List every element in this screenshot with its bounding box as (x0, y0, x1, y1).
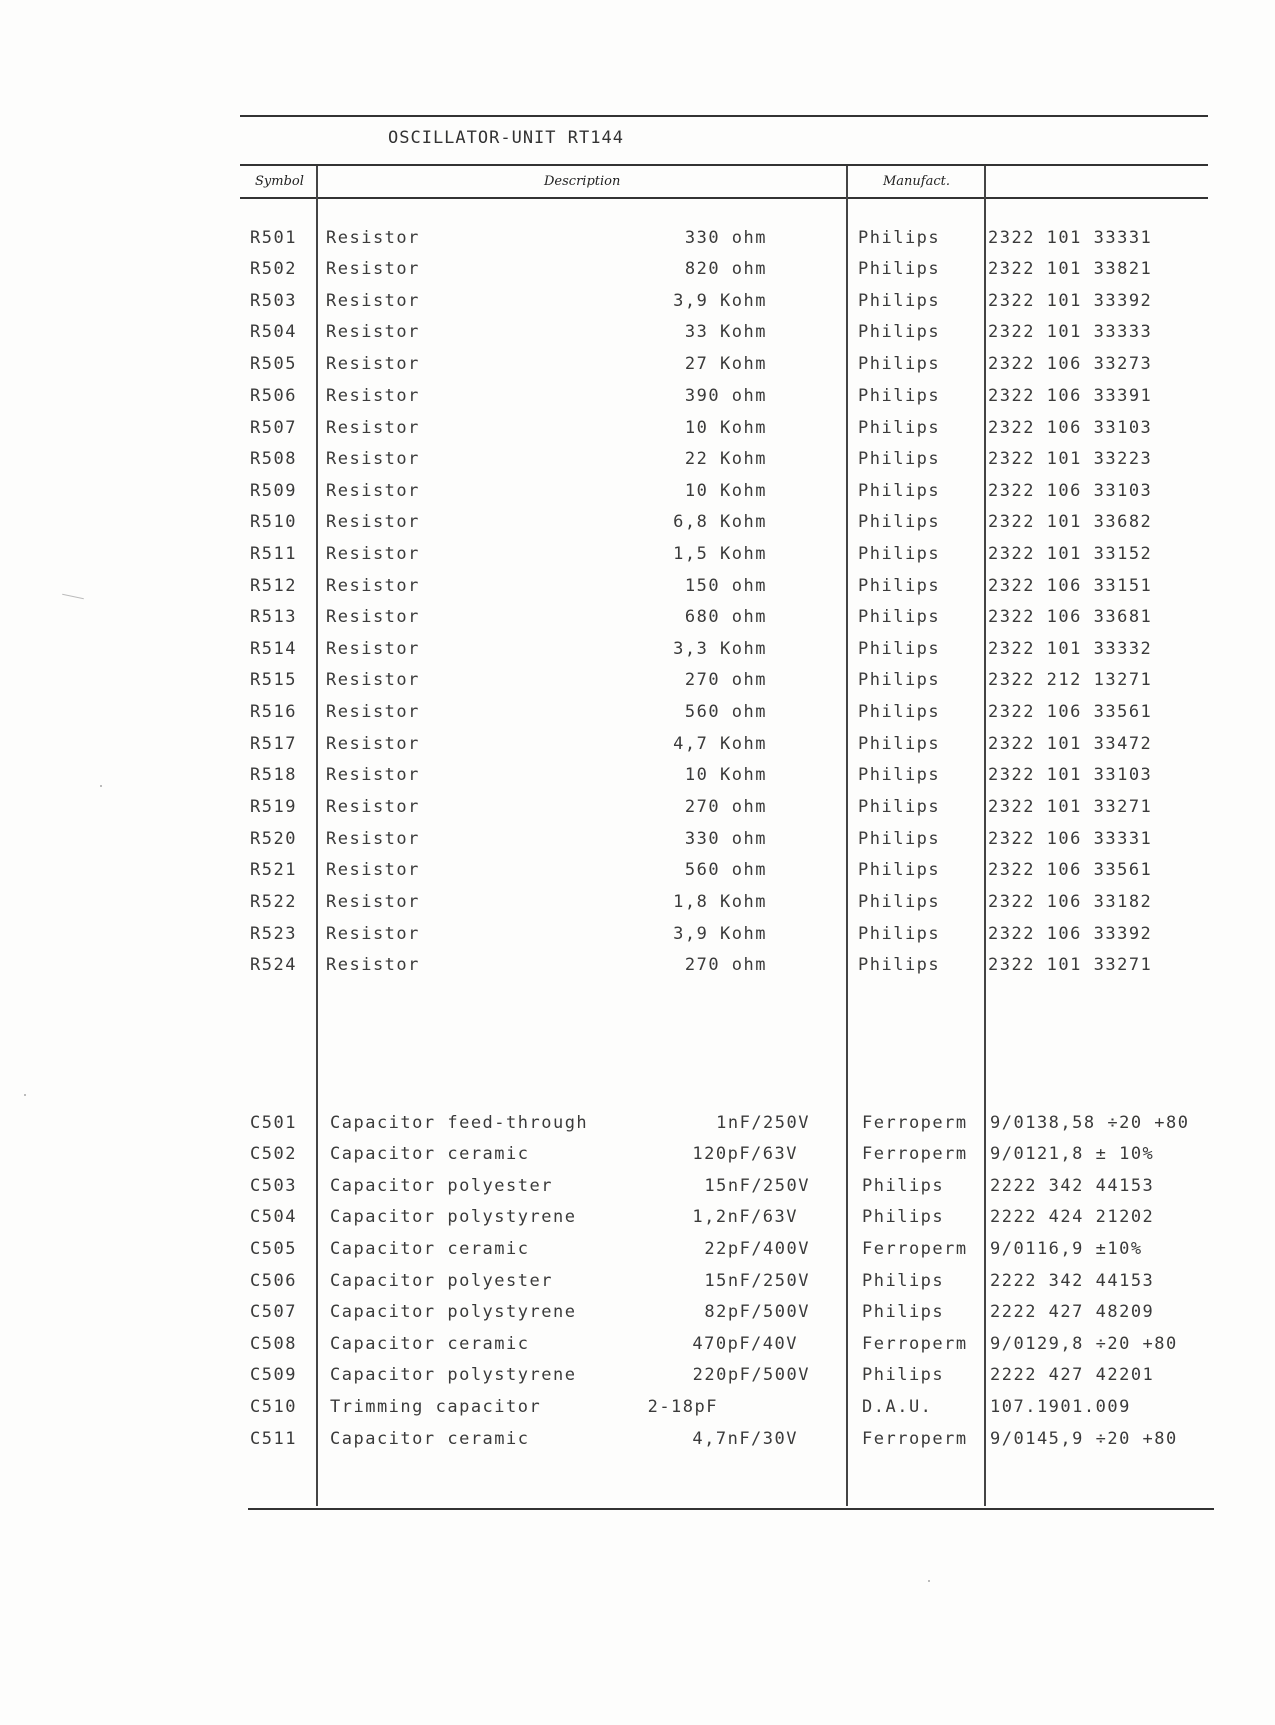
row-part-number: 2322 106 33561 (988, 702, 1153, 722)
row-description: Capacitor polystyrene (330, 1302, 577, 1322)
row-part-number: 2322 101 33333 (988, 322, 1153, 342)
row-value: 10 Kohm (684, 418, 767, 438)
row-manufacturer: Philips (858, 449, 941, 469)
row-part-number: 9/0121,8 ± 10% (990, 1144, 1155, 1164)
table-row (0, 228, 1275, 258)
row-symbol: C509 (250, 1365, 297, 1385)
row-description: Capacitor polyester (330, 1271, 553, 1291)
table-row (0, 1302, 1275, 1332)
table-row (0, 670, 1275, 700)
row-value: 10 Kohm (684, 765, 767, 785)
row-symbol: R515 (250, 670, 297, 690)
row-part-number: 9/0116,9 ±10% (990, 1239, 1143, 1259)
row-part-number: 2322 106 33103 (988, 481, 1153, 501)
row-description: Resistor (326, 322, 420, 342)
row-value: 82pF/500V (704, 1302, 810, 1322)
table-row (0, 354, 1275, 384)
row-description: Resistor (326, 449, 420, 469)
header-description: Description (544, 174, 621, 189)
table-row (0, 418, 1275, 448)
row-description: Resistor (326, 734, 420, 754)
row-value: 470pF/40V (692, 1334, 798, 1354)
row-description: Resistor (326, 544, 420, 564)
row-manufacturer: Philips (858, 670, 941, 690)
row-part-number: 2322 106 33392 (988, 924, 1153, 944)
row-description: Capacitor ceramic (330, 1334, 530, 1354)
row-symbol: R506 (250, 386, 297, 406)
row-description: Resistor (326, 924, 420, 944)
row-value: 270 ohm (684, 955, 767, 975)
table-row (0, 291, 1275, 321)
row-symbol: C508 (250, 1334, 297, 1354)
row-symbol: R509 (250, 481, 297, 501)
row-manufacturer: Philips (862, 1176, 945, 1196)
row-manufacturer: Philips (858, 576, 941, 596)
row-symbol: R501 (250, 228, 297, 248)
row-symbol: R520 (250, 829, 297, 849)
table-row (0, 322, 1275, 352)
row-value: 15nF/250V (704, 1271, 810, 1291)
row-manufacturer: Philips (858, 418, 941, 438)
row-manufacturer: Philips (858, 639, 941, 659)
row-value: 1nF/250V (716, 1113, 810, 1133)
table-row (0, 1144, 1275, 1174)
row-value: 33 Kohm (684, 322, 767, 342)
row-manufacturer: Philips (858, 228, 941, 248)
row-manufacturer: Ferroperm (862, 1429, 968, 1449)
row-value: 560 ohm (684, 860, 767, 880)
row-manufacturer: Philips (862, 1302, 945, 1322)
table-row (0, 1239, 1275, 1269)
row-symbol: R521 (250, 860, 297, 880)
row-value: 2-18pF (647, 1397, 718, 1417)
row-description: Resistor (326, 607, 420, 627)
row-manufacturer: Philips (858, 259, 941, 279)
row-description: Resistor (326, 797, 420, 817)
row-value: 680 ohm (684, 607, 767, 627)
row-part-number: 2322 106 33681 (988, 607, 1153, 627)
row-manufacturer: Philips (862, 1271, 945, 1291)
row-symbol: C511 (250, 1429, 297, 1449)
row-symbol: R504 (250, 322, 297, 342)
row-symbol: R517 (250, 734, 297, 754)
page-title: OSCILLATOR-UNIT RT144 (388, 128, 624, 148)
row-value: 15nF/250V (704, 1176, 810, 1196)
table-row (0, 892, 1275, 922)
row-part-number: 2322 101 33331 (988, 228, 1153, 248)
row-manufacturer: Philips (858, 481, 941, 501)
row-description: Resistor (326, 860, 420, 880)
table-row (0, 702, 1275, 732)
row-value: 270 ohm (684, 670, 767, 690)
row-part-number: 2322 106 33103 (988, 418, 1153, 438)
row-description: Resistor (326, 481, 420, 501)
row-description: Capacitor ceramic (330, 1429, 530, 1449)
table-row (0, 576, 1275, 606)
row-description: Capacitor feed-through (330, 1113, 589, 1133)
row-symbol: C510 (250, 1397, 297, 1417)
table-row (0, 639, 1275, 669)
table-row (0, 481, 1275, 511)
row-description: Capacitor ceramic (330, 1144, 530, 1164)
row-manufacturer: Philips (862, 1365, 945, 1385)
header-manufacturer: Manufact. (883, 174, 951, 189)
row-part-number: 2322 106 33273 (988, 354, 1153, 374)
row-description: Resistor (326, 354, 420, 374)
row-value: 3,9 Kohm (673, 924, 767, 944)
row-value: 3,3 Kohm (673, 639, 767, 659)
table-row (0, 512, 1275, 542)
row-description: Resistor (326, 512, 420, 532)
scan-mark (928, 1580, 930, 1582)
header-top-rule (240, 164, 1208, 166)
row-manufacturer: Philips (858, 955, 941, 975)
row-description: Capacitor polystyrene (330, 1365, 577, 1385)
row-symbol: C506 (250, 1271, 297, 1291)
row-value: 150 ohm (684, 576, 767, 596)
row-description: Resistor (326, 228, 420, 248)
row-part-number: 2322 101 33821 (988, 259, 1153, 279)
row-value: 270 ohm (684, 797, 767, 817)
row-symbol: R512 (250, 576, 297, 596)
row-manufacturer: Philips (858, 734, 941, 754)
table-row (0, 797, 1275, 827)
row-part-number: 2322 106 33561 (988, 860, 1153, 880)
row-symbol: C503 (250, 1176, 297, 1196)
row-value: 220pF/500V (692, 1365, 810, 1385)
row-value: 330 ohm (684, 829, 767, 849)
row-value: 330 ohm (684, 228, 767, 248)
row-description: Trimming capacitor (330, 1397, 542, 1417)
row-manufacturer: Philips (858, 354, 941, 374)
row-value: 1,2nF/63V (692, 1207, 798, 1227)
row-symbol: R518 (250, 765, 297, 785)
row-description: Resistor (326, 639, 420, 659)
row-manufacturer: Philips (858, 544, 941, 564)
row-value: 390 ohm (684, 386, 767, 406)
row-part-number: 2322 212 13271 (988, 670, 1153, 690)
row-description: Resistor (326, 418, 420, 438)
row-part-number: 9/0138,58 ÷20 +80 (990, 1113, 1190, 1133)
row-symbol: R516 (250, 702, 297, 722)
row-description: Resistor (326, 955, 420, 975)
row-part-number: 9/0129,8 ÷20 +80 (990, 1334, 1178, 1354)
row-symbol: C501 (250, 1113, 297, 1133)
row-symbol: R523 (250, 924, 297, 944)
row-part-number: 2322 106 33151 (988, 576, 1153, 596)
row-part-number: 2322 101 33223 (988, 449, 1153, 469)
row-manufacturer: Philips (862, 1207, 945, 1227)
row-description: Resistor (326, 829, 420, 849)
table-row (0, 734, 1275, 764)
table-row (0, 1397, 1275, 1427)
row-value: 22pF/400V (704, 1239, 810, 1259)
row-symbol: R505 (250, 354, 297, 374)
row-manufacturer: Philips (858, 765, 941, 785)
row-part-number: 2322 101 33682 (988, 512, 1153, 532)
row-part-number: 107.1901.009 (990, 1397, 1131, 1417)
row-symbol: R514 (250, 639, 297, 659)
row-symbol: R510 (250, 512, 297, 532)
table-row (0, 1334, 1275, 1364)
row-symbol: R513 (250, 607, 297, 627)
row-symbol: R522 (250, 892, 297, 912)
row-value: 4,7 Kohm (673, 734, 767, 754)
row-part-number: 9/0145,9 ÷20 +80 (990, 1429, 1178, 1449)
row-manufacturer: Philips (858, 291, 941, 311)
row-manufacturer: Philips (858, 892, 941, 912)
table-row (0, 1113, 1275, 1143)
table-row (0, 1176, 1275, 1206)
row-value: 22 Kohm (684, 449, 767, 469)
row-value: 27 Kohm (684, 354, 767, 374)
row-description: Resistor (326, 291, 420, 311)
row-value: 560 ohm (684, 702, 767, 722)
row-symbol: R508 (250, 449, 297, 469)
row-manufacturer: Philips (858, 702, 941, 722)
top-rule (240, 115, 1208, 117)
table-row (0, 860, 1275, 890)
table-row (0, 386, 1275, 416)
row-value: 4,7nF/30V (692, 1429, 798, 1449)
row-symbol: R519 (250, 797, 297, 817)
row-part-number: 2322 101 33152 (988, 544, 1153, 564)
row-manufacturer: Philips (858, 797, 941, 817)
table-row (0, 607, 1275, 637)
row-manufacturer: Philips (858, 860, 941, 880)
header-bottom-rule (240, 197, 1208, 199)
table-row (0, 1207, 1275, 1237)
row-description: Resistor (326, 670, 420, 690)
row-value: 10 Kohm (684, 481, 767, 501)
row-manufacturer: Philips (858, 322, 941, 342)
row-part-number: 2222 342 44153 (990, 1271, 1155, 1291)
row-part-number: 2322 106 33182 (988, 892, 1153, 912)
table-row (0, 924, 1275, 954)
row-value: 820 ohm (684, 259, 767, 279)
row-description: Resistor (326, 576, 420, 596)
row-symbol: R524 (250, 955, 297, 975)
row-symbol: C502 (250, 1144, 297, 1164)
row-description: Capacitor ceramic (330, 1239, 530, 1259)
table-row (0, 1271, 1275, 1301)
row-value: 3,9 Kohm (673, 291, 767, 311)
row-part-number: 2322 101 33472 (988, 734, 1153, 754)
row-symbol: R507 (250, 418, 297, 438)
table-row (0, 955, 1275, 985)
row-manufacturer: Ferroperm (862, 1334, 968, 1354)
row-manufacturer: Philips (858, 924, 941, 944)
row-symbol: C505 (250, 1239, 297, 1259)
row-manufacturer: Ferroperm (862, 1113, 968, 1133)
bottom-rule (248, 1508, 1214, 1510)
row-manufacturer: D.A.U. (862, 1397, 933, 1417)
row-description: Resistor (326, 702, 420, 722)
row-manufacturer: Philips (858, 512, 941, 532)
row-symbol: R502 (250, 259, 297, 279)
row-manufacturer: Philips (858, 386, 941, 406)
row-description: Resistor (326, 386, 420, 406)
row-part-number: 2222 424 21202 (990, 1207, 1155, 1227)
row-manufacturer: Ferroperm (862, 1144, 968, 1164)
table-row (0, 544, 1275, 574)
row-part-number: 2322 101 33332 (988, 639, 1153, 659)
table-row (0, 1365, 1275, 1395)
row-part-number: 2322 101 33103 (988, 765, 1153, 785)
row-description: Resistor (326, 765, 420, 785)
row-part-number: 2222 427 42201 (990, 1365, 1155, 1385)
row-part-number: 2322 101 33271 (988, 797, 1153, 817)
table-row (0, 765, 1275, 795)
row-part-number: 2322 101 33271 (988, 955, 1153, 975)
row-part-number: 2222 342 44153 (990, 1176, 1155, 1196)
row-manufacturer: Philips (858, 607, 941, 627)
table-row (0, 829, 1275, 859)
scan-mark (24, 1094, 26, 1096)
scan-mark (100, 785, 102, 787)
row-value: 1,8 Kohm (673, 892, 767, 912)
row-value: 1,5 Kohm (673, 544, 767, 564)
header-symbol: Symbol (255, 174, 304, 189)
row-part-number: 2322 106 33331 (988, 829, 1153, 849)
row-part-number: 2222 427 48209 (990, 1302, 1155, 1322)
row-symbol: R503 (250, 291, 297, 311)
table-row (0, 259, 1275, 289)
row-description: Resistor (326, 259, 420, 279)
row-description: Resistor (326, 892, 420, 912)
row-symbol: R511 (250, 544, 297, 564)
table-row (0, 449, 1275, 479)
row-value: 120pF/63V (692, 1144, 798, 1164)
table-row (0, 1429, 1275, 1459)
row-part-number: 2322 101 33392 (988, 291, 1153, 311)
row-manufacturer: Philips (858, 829, 941, 849)
row-description: Capacitor polyester (330, 1176, 553, 1196)
row-symbol: C504 (250, 1207, 297, 1227)
row-value: 6,8 Kohm (673, 512, 767, 532)
row-manufacturer: Ferroperm (862, 1239, 968, 1259)
row-symbol: C507 (250, 1302, 297, 1322)
row-description: Capacitor polystyrene (330, 1207, 577, 1227)
row-part-number: 2322 106 33391 (988, 386, 1153, 406)
